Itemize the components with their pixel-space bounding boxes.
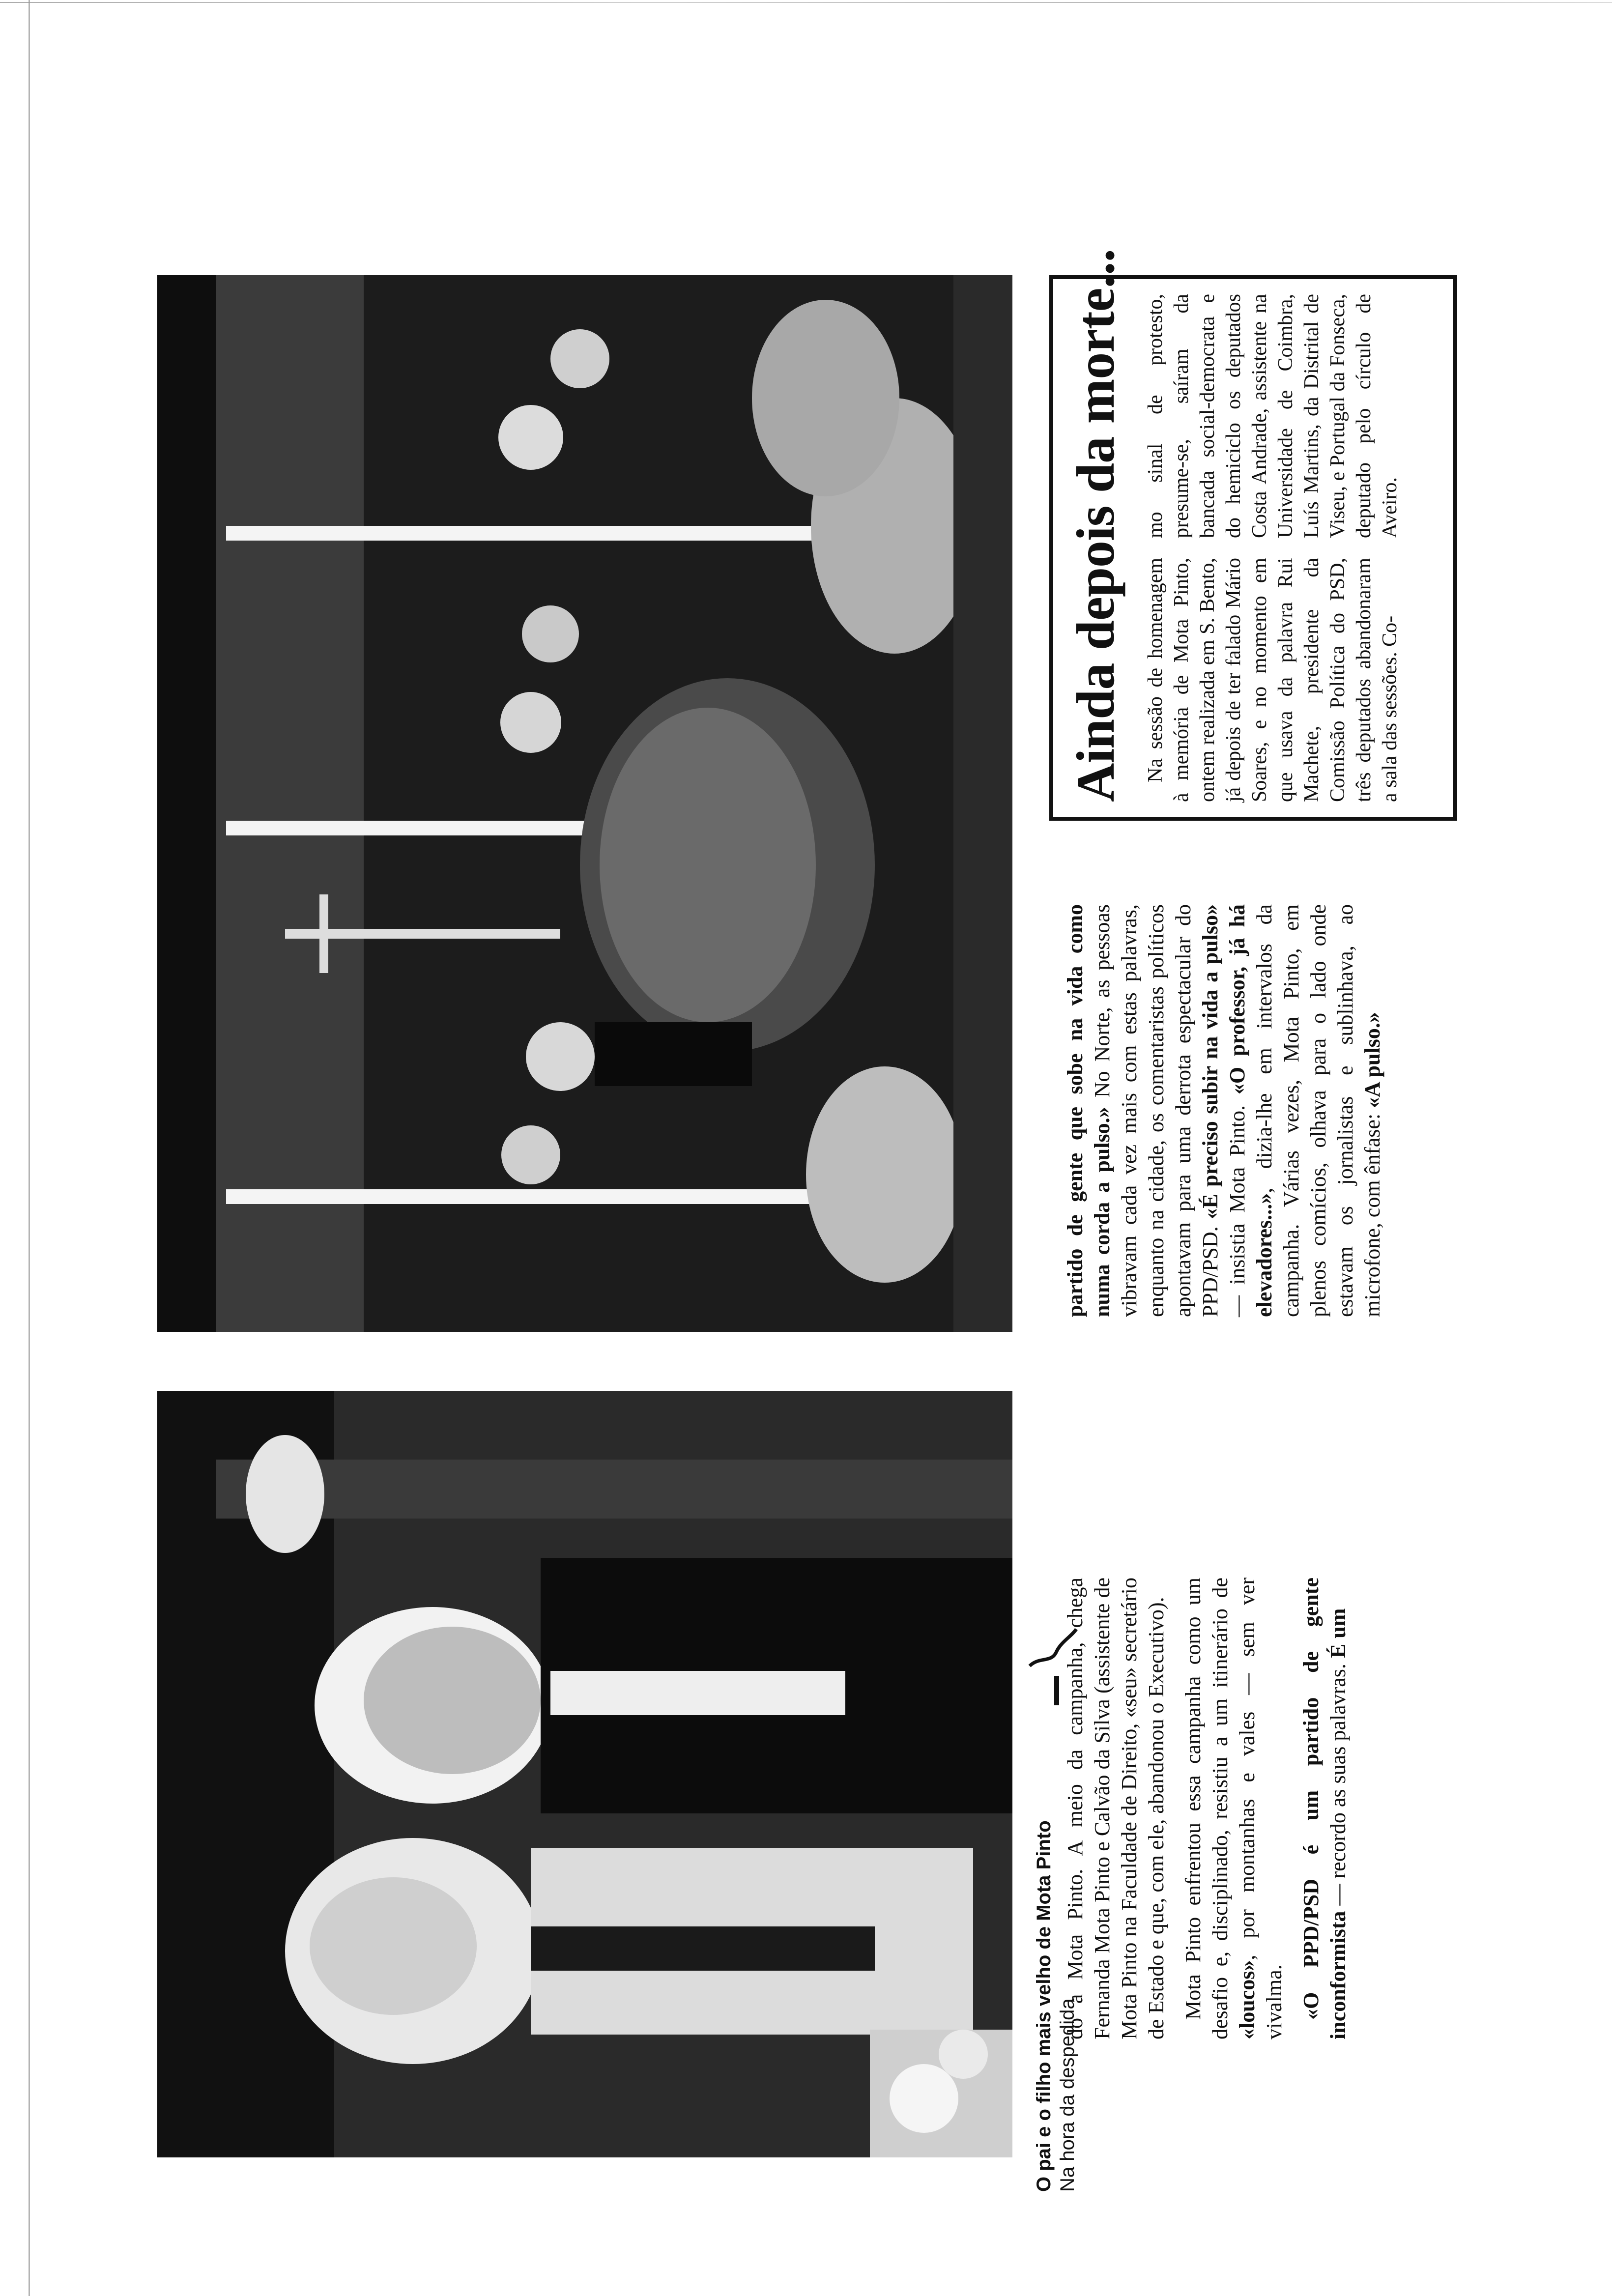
sidebar-column-2 <box>1143 294 1403 538</box>
article-column-2 <box>1062 904 1396 1317</box>
sidebar-headline: Ainda depois da morte... <box>1065 249 1125 802</box>
sidebar-paragraph: mo sinal de protesto, presume-se, saíram da bancada social-democrata e do hemiciclo os deputados Costa Andrade, assistente na Universidade de Coimbra, Luís Martins, da Distrital de Viseu, e Portugal da Fonseca, deputado pelo círculo de Aveiro. <box>1144 294 1401 538</box>
article-paragraph: do a Mota Pinto. A meio da campanha, chega Fernanda Mota Pinto e Calvão da Silva (assistente de Mota Pinto na Faculdade de Direito, «seu» secretário de Estado e que, com ele, abandonou o Executivo). <box>1063 1578 1168 2039</box>
photo-father-and-son-image <box>157 1391 1012 2157</box>
sidebar-column-1 <box>1143 558 1403 802</box>
caption-title: O pai e o filho mais velho de Mota Pinto <box>1033 1820 1055 2192</box>
newspaper-clipping <box>123 251 1573 2192</box>
scan-edge-top <box>0 2 1612 3</box>
article-paragraph: «O PPD/PSD é um partido de gente inconformista — recordo as suas palavras. É um <box>1299 1578 1350 2039</box>
sidebar-article-box <box>1049 249 1457 821</box>
article-paragraph: partido de gente que sobe na vida como numa corda a pulso.» No Norte, as pessoas vibravam cada vez mais com estas palavras, enquanto na cidade, os comentaristas políticos apontavam para uma derrota espectacular do PPD/PSD. «É preciso subir na vida a pulso» — insistia Mota Pinto. «O professor, já há elevadores...», dizia-lhe em intervalos da campanha. Várias vezes, Mota Pinto, em plenos comícios, olhava para o lado onde estavam os jornalistas e sublinhava, ao microfone, com ênfase: «A pulso.» <box>1063 904 1384 1317</box>
article-paragraph: Mota Pinto enfrentou essa campanha como um desafio e, disciplinado, resistiu a um itinerário de «loucos», por montanhas e vales — sem ver vivalma. <box>1181 1578 1286 2039</box>
photo-funeral-church-image <box>157 275 1012 1332</box>
caption-subtitle: Na hora da despedida <box>1057 1998 1078 2192</box>
photo-funeral-church <box>157 275 1012 1332</box>
scan-edge-left <box>29 0 30 2296</box>
sidebar-paragraph: Na sessão de homenagem à memória de Mota Pinto, ontem realizada em S. Bento, já depois de ter falado Mário Soares, e no momento em que usava da palavra Rui Machete, presidente da Comissão Política do PSD, três deputados abandonaram a sala das sessões. Co- <box>1144 558 1401 802</box>
article-column-1 <box>1062 1578 1361 2039</box>
photo-father-and-son <box>157 1391 1012 2157</box>
